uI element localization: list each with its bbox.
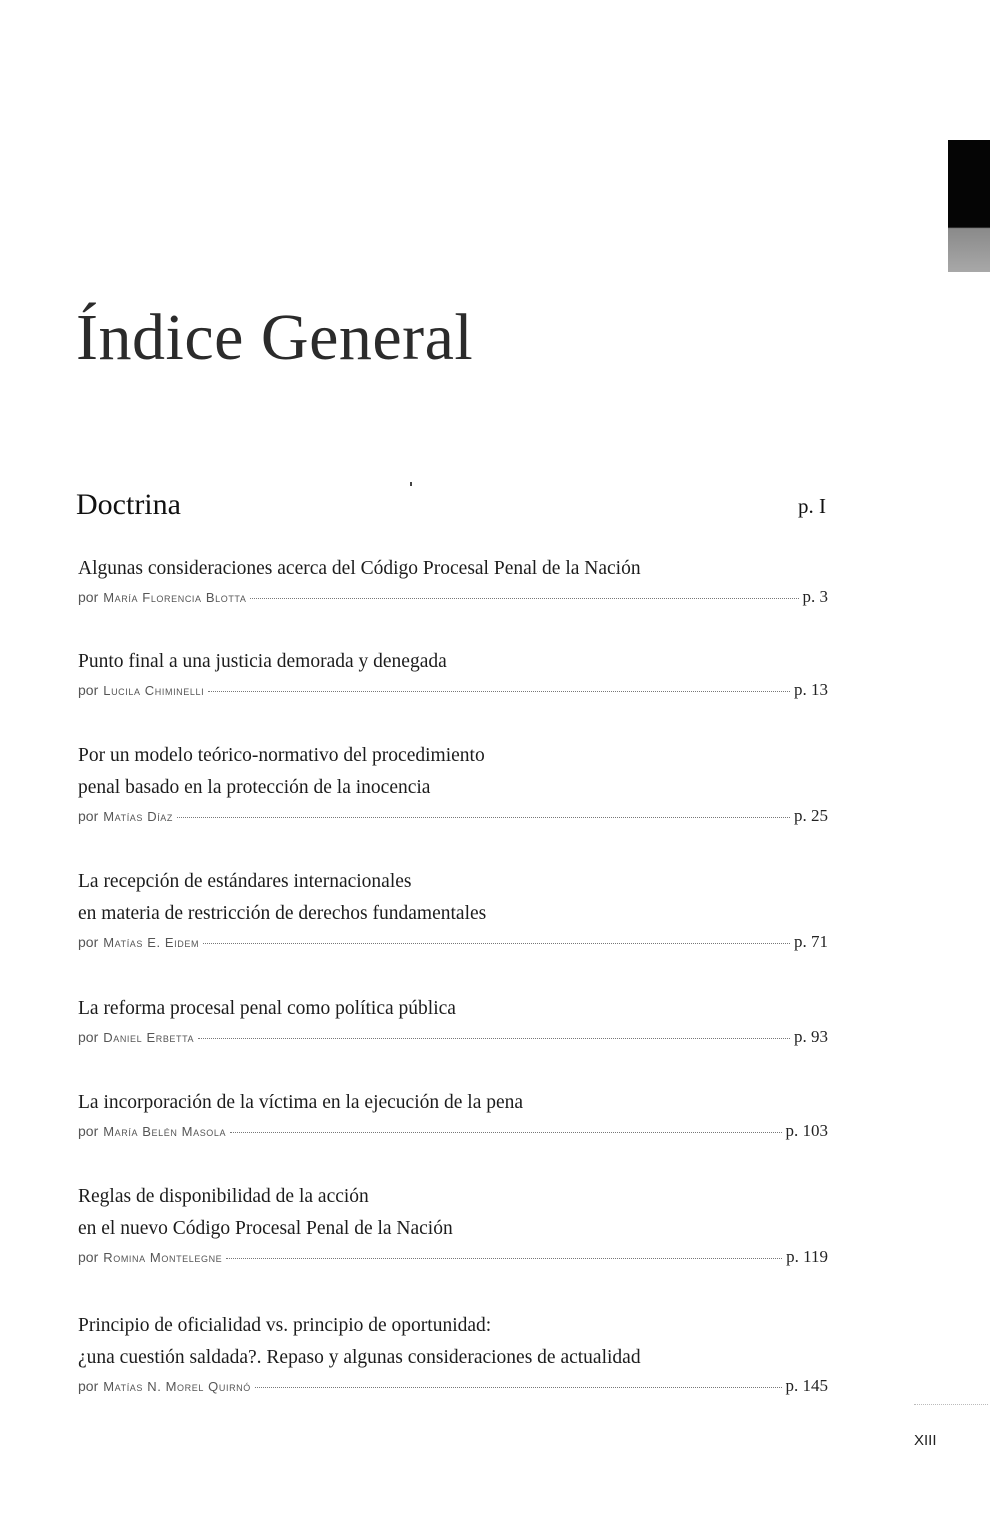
leader-dots bbox=[177, 817, 790, 818]
author-name: Matías N. Morel Quirnó bbox=[103, 1379, 251, 1394]
toc-entry[interactable] bbox=[78, 553, 828, 613]
leader-dots bbox=[203, 943, 790, 944]
page-ref: p. 71 bbox=[794, 932, 828, 951]
page-ref: p. 145 bbox=[785, 1376, 828, 1395]
page-folio: XIII bbox=[914, 1432, 937, 1449]
leader-dots bbox=[250, 598, 798, 599]
author-row bbox=[78, 1027, 828, 1053]
author-row bbox=[78, 1247, 828, 1273]
author-name: Romina Montelegne bbox=[103, 1250, 223, 1265]
entry-title-line: penal basado en la protección de la inocencia bbox=[78, 777, 431, 798]
author-row bbox=[78, 1121, 828, 1147]
author-name: María Belén Masola bbox=[103, 1124, 227, 1139]
toc-entry[interactable] bbox=[78, 1181, 828, 1273]
por-label: por bbox=[78, 1029, 99, 1045]
entry-title-line: Por un modelo teórico-normativo del procedimiento bbox=[78, 745, 485, 766]
leader-dots bbox=[226, 1258, 782, 1259]
entry-title-line: ¿una cuestión saldada?. Repaso y algunas consideraciones de actualidad bbox=[78, 1347, 641, 1368]
toc-entry[interactable] bbox=[78, 646, 828, 706]
author-name: Lucila Chiminelli bbox=[103, 683, 205, 698]
por-label: por bbox=[78, 934, 99, 950]
por-label: por bbox=[78, 682, 99, 698]
entry-title-line: La incorporación de la víctima en la ejecución de la pena bbox=[78, 1092, 524, 1113]
por-label: por bbox=[78, 1378, 99, 1394]
leader-dots bbox=[255, 1387, 782, 1388]
author-row bbox=[78, 680, 828, 706]
leader-dots bbox=[208, 691, 790, 692]
por-label: por bbox=[78, 808, 99, 824]
page-ref: p. 25 bbox=[794, 806, 828, 825]
leader-dots bbox=[230, 1132, 781, 1133]
section-page-ref: p. I bbox=[798, 494, 826, 518]
entry-title-line: Algunas consideraciones acerca del Código Procesal Penal de la Nación bbox=[78, 558, 641, 579]
entry-title-line: Punto final a una justicia demorada y denegada bbox=[78, 651, 447, 672]
author-row bbox=[78, 932, 828, 958]
entry-title-line: Principio de oficialidad vs. principio de oportunidad: bbox=[78, 1315, 492, 1336]
section-header bbox=[76, 488, 826, 528]
page-ref: p. 103 bbox=[785, 1121, 828, 1140]
page-title: Índice General bbox=[76, 301, 474, 374]
toc-entry[interactable] bbox=[78, 1310, 828, 1402]
page-ref: p. 93 bbox=[794, 1027, 828, 1046]
section-title: Doctrina bbox=[76, 488, 181, 521]
por-label: por bbox=[78, 1123, 99, 1139]
page-ref: p. 3 bbox=[802, 587, 828, 606]
author-name: Matías Díaz bbox=[103, 809, 174, 824]
author-row bbox=[78, 806, 828, 832]
toc-entry[interactable] bbox=[78, 740, 828, 832]
page-ref: p. 119 bbox=[786, 1247, 828, 1266]
entry-title-line: La reforma procesal penal como política pública bbox=[78, 998, 456, 1019]
toc-entry[interactable] bbox=[78, 993, 828, 1053]
author-row bbox=[78, 587, 828, 613]
thumb-index-tab bbox=[948, 140, 990, 272]
toc-entry[interactable] bbox=[78, 1087, 828, 1147]
toc-entry[interactable] bbox=[78, 866, 828, 958]
stray-ink-mark bbox=[410, 482, 412, 486]
margin-dots bbox=[914, 1402, 988, 1405]
entry-title-line: Reglas de disponibilidad de la acción bbox=[78, 1186, 369, 1207]
page-ref: p. 13 bbox=[794, 680, 828, 699]
author-row bbox=[78, 1376, 828, 1402]
por-label: por bbox=[78, 1249, 99, 1265]
entry-title-line: en el nuevo Código Procesal Penal de la Nación bbox=[78, 1218, 453, 1239]
entry-title-line: en materia de restricción de derechos fundamentales bbox=[78, 903, 487, 924]
por-label: por bbox=[78, 589, 99, 605]
author-name: Matías E. Eidem bbox=[103, 935, 200, 950]
author-name: Daniel Erbetta bbox=[103, 1030, 195, 1045]
leader-dots bbox=[198, 1038, 790, 1039]
author-name: María Florencia Blotta bbox=[103, 590, 247, 605]
entry-title-line: La recepción de estándares internacionales bbox=[78, 871, 412, 892]
